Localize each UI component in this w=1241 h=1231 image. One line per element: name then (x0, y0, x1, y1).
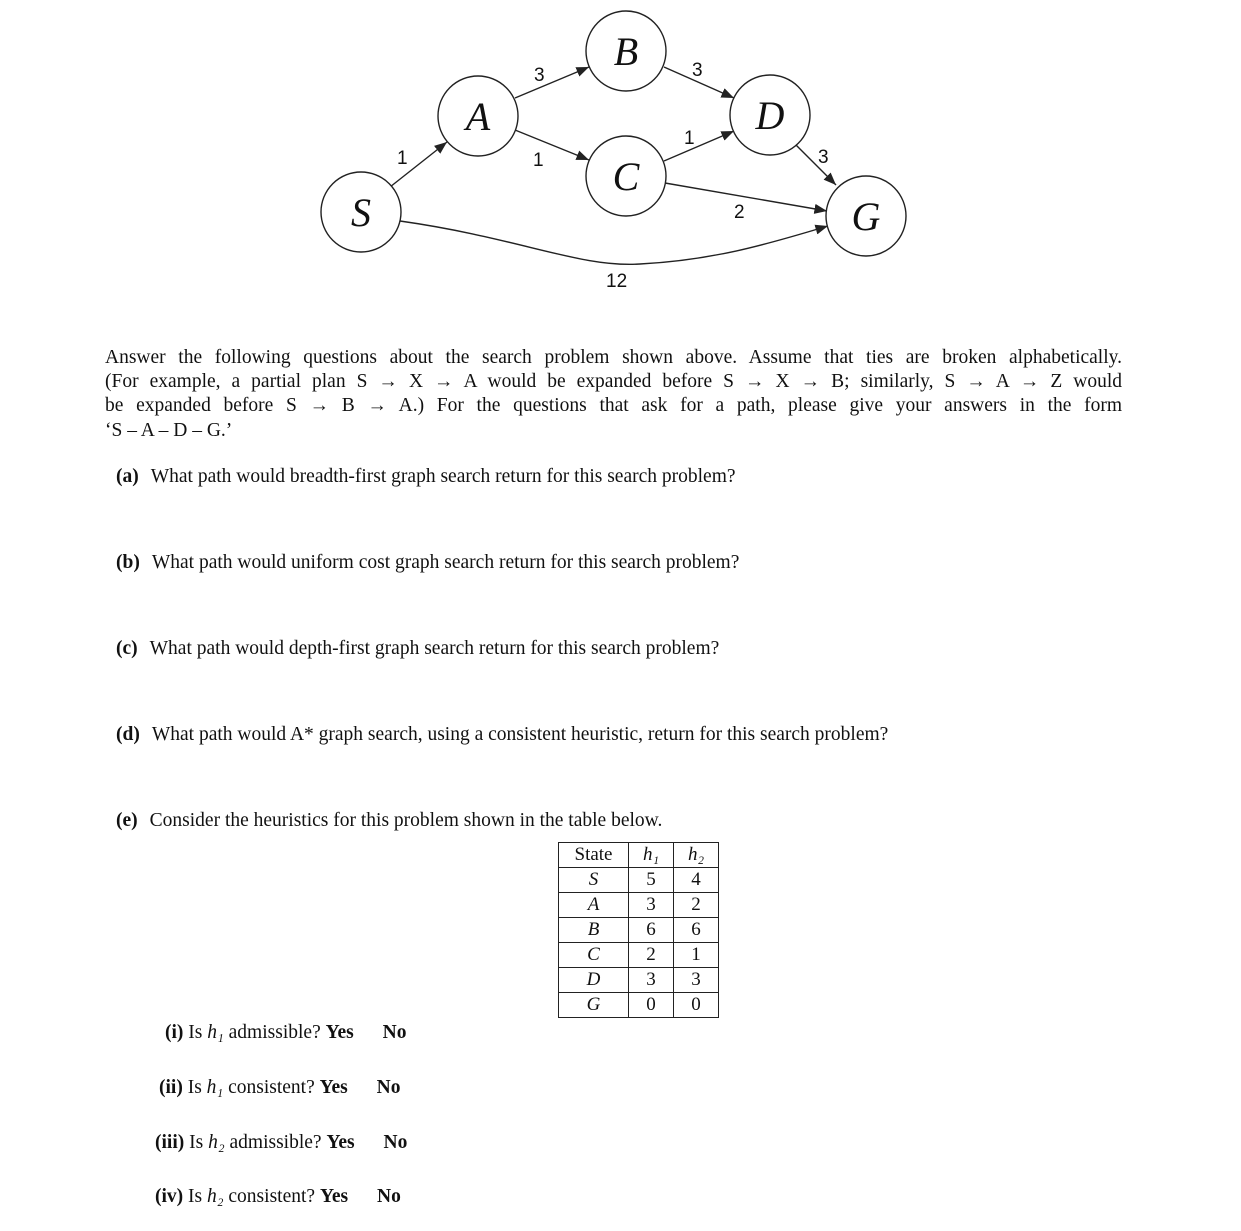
node-b (586, 11, 666, 91)
search-graph (0, 0, 1241, 310)
cell-h2: 0 (674, 993, 719, 1018)
table-row (559, 893, 719, 918)
cell-h1: 6 (629, 918, 674, 943)
edge-label-s-a: 1 (397, 148, 408, 169)
answer-yes[interactable]: Yes (319, 1186, 349, 1207)
node-b-label: B (613, 29, 639, 74)
node-g-label: G (851, 194, 881, 239)
subquestion-prefix: Is (188, 1186, 203, 1207)
edge-label-d-g: 3 (818, 147, 829, 168)
subquestion-number: (i) (165, 1022, 184, 1043)
cell-h1: 3 (629, 968, 674, 993)
table-row (559, 993, 719, 1018)
intro-line: be expanded before S → B → A.) For the questions that ask for a path, please give your answers in the form (105, 395, 1122, 417)
subquestion-prefix: Is (188, 1022, 203, 1043)
question-label: (e) (116, 810, 138, 831)
question-text: What path would depth-first graph search return for this search problem? (149, 638, 720, 659)
question-c (116, 638, 719, 660)
edge-a-b (515, 67, 589, 98)
answer-no[interactable]: No (382, 1022, 407, 1043)
question-label: (b) (116, 552, 140, 573)
question-text: What path would uniform cost graph search return for this search problem? (151, 552, 740, 573)
intro-line: Answer the following questions about the search problem shown above. Assume that ties are broken alphabetically. (105, 347, 1122, 368)
subquestion-property: admissible? (228, 1022, 321, 1043)
cell-h2: 1 (674, 943, 719, 968)
edge-label-a-b: 3 (534, 65, 545, 86)
node-s (321, 172, 401, 252)
cell-state: G (559, 993, 629, 1018)
cell-h2: 3 (674, 968, 719, 993)
cell-h1: 2 (629, 943, 674, 968)
edge-label-s-g: 12 (606, 271, 628, 292)
header-h1: h₁ (629, 843, 674, 868)
cell-h2: 4 (674, 868, 719, 893)
heuristic-table (558, 842, 719, 1018)
heuristic-symbol: h₂ (207, 1186, 224, 1207)
edge-d-g (796, 145, 836, 185)
edge-a-c (515, 130, 589, 160)
cell-state: A (559, 893, 629, 918)
cell-h1: 0 (629, 993, 674, 1018)
answer-yes[interactable]: Yes (325, 1022, 354, 1043)
node-a-label: A (465, 94, 491, 139)
question-label: (a) (116, 466, 139, 487)
table-row (559, 868, 719, 893)
edge-s-g (400, 221, 828, 264)
node-a (438, 76, 518, 156)
intro-paragraph (105, 346, 1122, 443)
answer-no[interactable]: No (376, 1186, 401, 1207)
question-text: What path would A* graph search, using a consistent heuristic, return for this search problem? (151, 724, 889, 745)
question-e (116, 810, 662, 832)
subquestion-number: (iii) (155, 1132, 185, 1153)
node-c-label: C (612, 154, 640, 199)
cell-h1: 3 (629, 893, 674, 918)
subquestion-ii (159, 1077, 401, 1099)
node-d-label: D (755, 93, 785, 138)
subquestion-prefix: Is (187, 1077, 202, 1098)
question-b (116, 552, 739, 574)
edge-c-d (664, 131, 734, 161)
edge-label-b-d: 3 (692, 60, 703, 81)
question-text: Consider the heuristics for this problem shown in the table below. (149, 810, 663, 831)
edge-c-g (665, 183, 827, 211)
question-label: (d) (116, 724, 140, 745)
node-c (586, 136, 666, 216)
question-d (116, 724, 888, 746)
subquestion-number: (ii) (159, 1077, 183, 1098)
table-row (559, 968, 719, 993)
cell-state: C (559, 943, 629, 968)
cell-state: S (559, 868, 629, 893)
cell-h1: 5 (629, 868, 674, 893)
subquestion-property: admissible? (229, 1132, 322, 1153)
heuristic-symbol: h₁ (207, 1022, 224, 1043)
answer-no[interactable]: No (383, 1132, 408, 1153)
subquestion-i (165, 1022, 407, 1044)
question-text: What path would breadth-first graph search return for this search problem? (150, 466, 736, 487)
node-g (826, 176, 906, 256)
heuristic-symbol: h₁ (206, 1077, 224, 1098)
table-row (559, 943, 719, 968)
cell-h2: 6 (674, 918, 719, 943)
node-s-label: S (351, 190, 371, 235)
edge-label-c-d: 1 (684, 128, 695, 149)
subquestion-property: consistent? (228, 1077, 315, 1098)
edge-label-c-g: 2 (734, 202, 745, 223)
edge-label-a-c: 1 (533, 150, 544, 171)
subquestion-iii (155, 1132, 407, 1154)
heuristic-symbol: h₂ (208, 1132, 225, 1153)
subquestion-property: consistent? (228, 1186, 316, 1207)
cell-state: B (559, 918, 629, 943)
header-h2: h₂ (674, 843, 719, 868)
intro-line: ‘S – A – D – G.’ (105, 419, 233, 441)
subquestion-number: (iv) (155, 1186, 184, 1207)
cell-state: D (559, 968, 629, 993)
node-d (730, 75, 810, 155)
cell-h2: 2 (674, 893, 719, 918)
subquestion-prefix: Is (189, 1132, 204, 1153)
intro-line: (For example, a partial plan S → X → A would be expanded before S → X → B; similarly, S → A → Z would (105, 371, 1122, 393)
answer-yes[interactable]: Yes (319, 1077, 348, 1098)
answer-yes[interactable]: Yes (326, 1132, 355, 1153)
question-label: (c) (116, 638, 138, 659)
table-row (559, 918, 719, 943)
subquestion-iv (155, 1186, 401, 1208)
answer-no[interactable]: No (376, 1077, 401, 1098)
table-header-row (559, 843, 719, 868)
header-state: State (559, 843, 629, 868)
question-a (116, 466, 736, 488)
